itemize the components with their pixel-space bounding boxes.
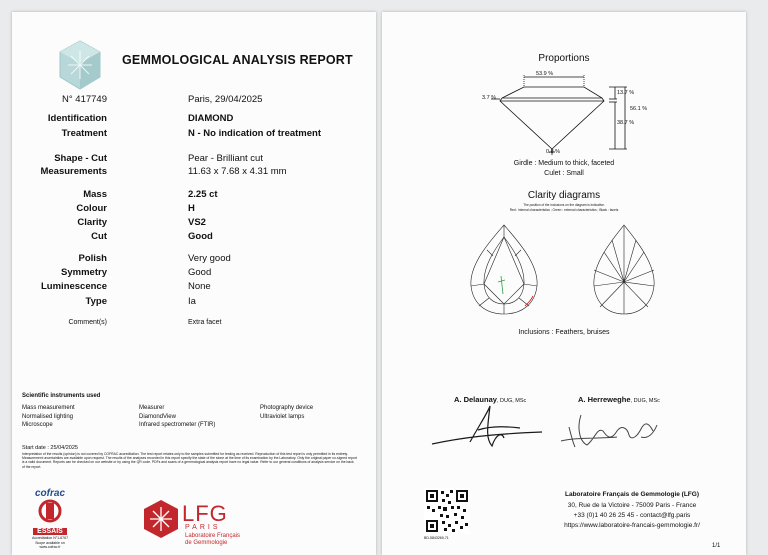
instruments-col2: Measurer DiamondView Infrared spectrometer (FTIR): [139, 405, 216, 428]
comments-value: Extra facet: [188, 319, 222, 326]
instruments-col3: Photography device Ultraviolet lamps: [260, 405, 314, 420]
field-value: H: [188, 203, 195, 214]
signer-2: A. Herreweghe, DUG, MSc: [578, 395, 660, 404]
field-label: Symmetry: [61, 267, 107, 278]
crown-angle-percent: 3.7 %: [482, 95, 497, 101]
culet-percent: 0.8 %: [546, 149, 561, 155]
report-date: Paris, 29/04/2025: [188, 94, 263, 105]
crystal-watermark-icon: [56, 39, 104, 91]
instruments-title: Scientific instruments used: [22, 393, 101, 399]
disclaimer-text: Interpretation of the results (opinion) is not covered by COFRAC accreditation. The test report relates only to the samples submitted for testing as received. Reproduction of this test report is only permitted in its entirety. Measurement uncertainties are available upon request. The results of the analyses recorded in this report specify the state of the stone at the time of its examination by the Laboratory. Only the original paper co-signed report is a valid document. Reports can be checked on our website or by using the QR code. PDFs and scans of a gemmological analysis report have no legal value. Refer to our general conditions of analysis service on the back of the report.: [22, 452, 357, 469]
field-value: DIAMOND: [188, 113, 234, 124]
clarity-diagram-pavilion: [590, 222, 658, 317]
girdle-text: Girdle : Medium to thick, faceted: [513, 160, 615, 167]
external-inclusion-mark: [498, 276, 505, 294]
field-value: Good: [188, 267, 212, 278]
field-label: Polish: [78, 253, 107, 264]
report-back-page: [382, 12, 746, 555]
field-label: Clarity: [77, 217, 107, 228]
table-percent: 53.9 %: [536, 71, 554, 77]
field-value: 2.25 ct: [188, 189, 218, 200]
field-value: None: [188, 281, 211, 292]
field-value: Very good: [188, 253, 231, 264]
clarity-note-2: Red : internal characteristics ; Green : external characteristics ; Black : facets: [509, 208, 619, 212]
lfg-wordmark: LFG: [182, 501, 228, 526]
qr-code-icon[interactable]: [424, 488, 470, 534]
total-depth-percent: 56.1 %: [630, 106, 648, 112]
field-value: VS2: [188, 217, 206, 228]
clarity-title: Clarity diagrams: [527, 190, 601, 201]
cofrac-emblem-icon: [34, 499, 66, 523]
field-label: Treatment: [61, 128, 107, 139]
field-label: Shape - Cut: [54, 153, 107, 164]
lab-contact: +33 (0)1 40 26 25 45 - contact@lfg.paris: [573, 512, 691, 519]
field-label: Colour: [76, 203, 107, 214]
proportions-diagram: [477, 69, 647, 159]
page-counter: 1/1: [712, 543, 721, 549]
culet-text: Culet : Small: [544, 170, 584, 177]
lfg-crystal-logo-icon: [142, 499, 180, 539]
clarity-diagram-crown: [467, 222, 542, 317]
field-value: N - No indication of treatment: [188, 128, 321, 139]
field-value: Ia: [188, 296, 196, 307]
report-title: GEMMOLOGICAL ANALYSIS REPORT: [122, 53, 353, 67]
cofrac-logo: cofrac ESSAIS Accréditation N°1-6767 Scope available on www.cofrac.fr: [31, 488, 69, 549]
comments-label: Comment(s): [68, 319, 107, 326]
field-label: Luminescence: [41, 281, 107, 292]
field-label: Measurements: [40, 166, 107, 177]
lab-website[interactable]: https://www.laboratoire-francais-gemmologie.fr/: [564, 522, 700, 529]
signer-1: A. Delaunay, DUG, MSc: [454, 395, 527, 404]
pavilion-depth-percent: 38.7 %: [617, 120, 635, 126]
field-label: Type: [85, 296, 107, 307]
signature-2-image: [557, 407, 667, 457]
proportions-title: Proportions: [538, 53, 590, 64]
instruments-col1: Mass measurement Normalised lighting Microscope: [22, 405, 75, 428]
report-front-page: [12, 12, 376, 555]
qr-caption: BD-5843269-71: [424, 536, 449, 540]
field-label: Identification: [47, 113, 107, 124]
field-value: Good: [188, 231, 213, 242]
clarity-note-1: The position of the inclusions on the diagram is indicative.: [523, 203, 605, 207]
lfg-subtitle: Laboratoire Français de Gemmologie: [185, 533, 241, 546]
lfg-paris: PARIS: [185, 524, 221, 531]
field-value: 11.63 x 7.68 x 4.31 mm: [188, 166, 287, 177]
report-number: N° 417749: [62, 94, 107, 105]
lab-address: 30, Rue de la Victoire - 75009 Paris - France: [567, 502, 697, 509]
field-label: Mass: [83, 189, 107, 200]
field-label: Cut: [91, 231, 107, 242]
start-date: Start date : 25/04/2025: [22, 445, 78, 451]
field-value: Pear - Brilliant cut: [188, 153, 263, 164]
inclusions-text: Inclusions : Feathers, bruises: [518, 329, 610, 336]
lab-name: Laboratoire Français de Gemmologie (LFG): [565, 491, 699, 498]
crown-height-percent: 13.7 %: [617, 90, 635, 96]
signature-1-image: [430, 404, 550, 454]
